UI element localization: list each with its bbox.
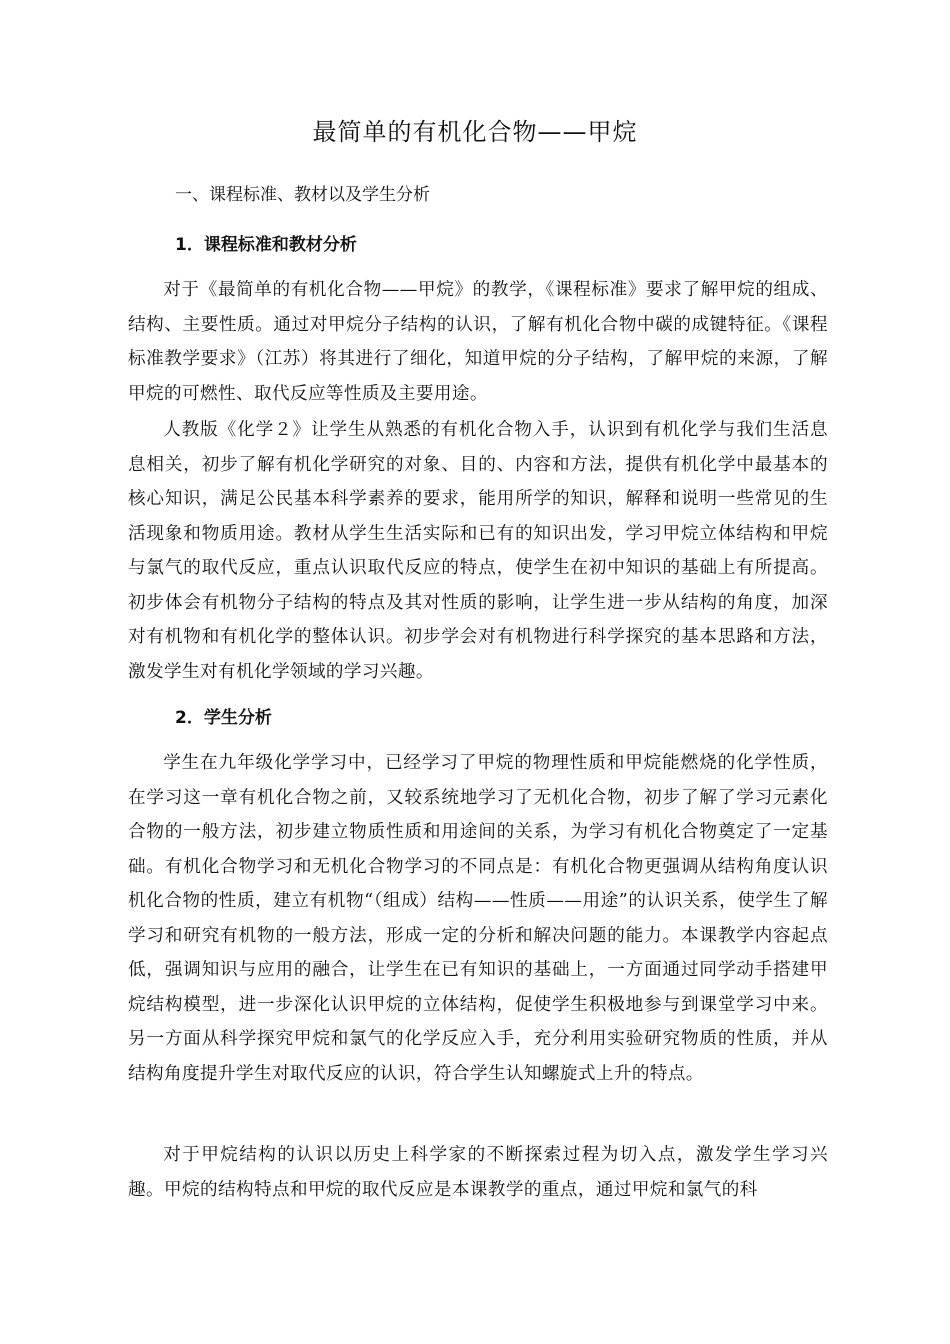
document-title: 最简单的有机化合物——甲烷: [312, 118, 638, 146]
section-heading-course-analysis: 一、课程标准、教材以及学生分析: [175, 185, 430, 205]
paragraph-standards: 对于《最简单的有机化合物——甲烷》的教学，《课程标准》要求了解甲烷的组成、结构、主要性质。通过对甲烷分子结构的认识，了解有机化合物中碳的成键特征。《课程标准教学要求》（江苏）将其进行了细化，知道甲烷的分子结构，了解甲烷的来源，了解甲烷的可燃性、取代反应等性质及主要用途。: [128, 280, 828, 404]
subsection-heading-standards: 1．课程标准和教材分析: [175, 235, 357, 255]
paragraph-student-analysis: 学生在九年级化学学习中，已经学习了甲烷的物理性质和甲烷能燃烧的化学性质，在学习这一章有机化合物之前，又较系统地学习了无机化合物，初步了解了学习元素化合物的一般方法，初步建立物质性质和用途间的关系，为学习有机化合物奠定了一定基础。有机化合物学习和无机化合物学习的不同点是：有机化合物更强调从结构角度认识机化合物的性质，建立有机物“（组成）结构——性质——用途”的认识关系，使学生了解学习和研究有机物的一般方法，形成一定的分析和解决问题的能力。本课教学内容起点低，强调知识与应用的融合，让学生在已有知识的基础上，一方面通过同学动手搭建甲烷结构模型，进一步深化认识甲烷的立体结构，促使学生积极地参与到课堂学习中来。另一方面从科学探究甲烷和氯气的化学反应入手，充分利用实验研究物质的性质，并从结构角度提升学生对取代反应的认识，符合学生认知螺旋式上升的特点。: [128, 753, 828, 1084]
paragraph-methane-structure: 对于甲烷结构的认识以历史上科学家的不断探索过程为切入点，激发学生学习兴趣。甲烷的结构特点和甲烷的取代反应是本课教学的重点，通过甲烷和氯气的科: [128, 1145, 828, 1200]
paragraph-textbook: 人教版《化学２》让学生从熟悉的有机化合物入手，认识到有机化学与我们生活息息相关，初步了解有机化学研究的对象、目的、内容和方法，提供有机化学中最基本的核心知识，满足公民基本科学素养的要求，能用所学的知识，解释和说明一些常见的生活现象和物质用途。教材从学生生活实际和已有的知识出发，学习甲烷立体结构和甲烷与氯气的取代反应，重点认识取代反应的特点，使学生在初中知识的基础上有所提高。初步体会有机物分子结构的特点及其对性质的影响，让学生进一步从结构的角度，加深对有机物和有机化学的整体认识。初步学会对有机物进行科学探究的基本思路和方法，激发学生对有机化学领域的学习兴趣。: [128, 420, 828, 682]
subsection-heading-students: 2．学生分析: [175, 708, 272, 728]
